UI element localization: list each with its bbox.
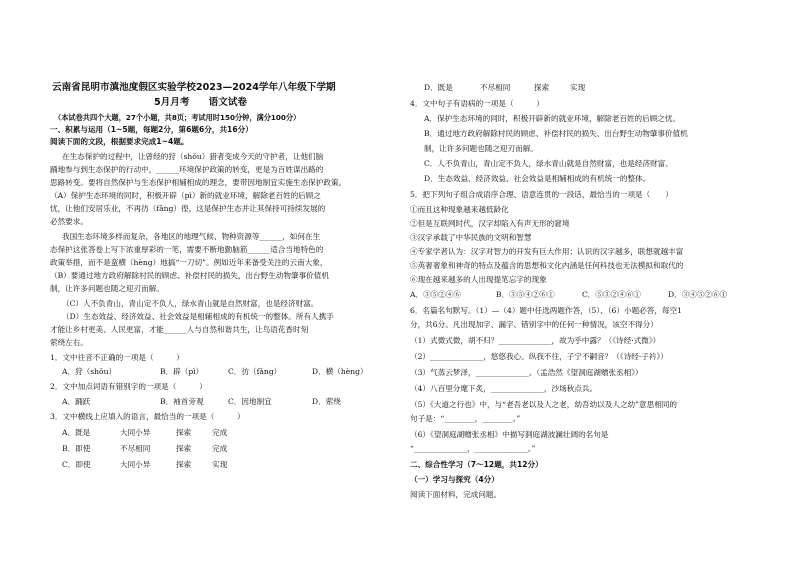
q3-option-a-word2: 大同小异 [120, 428, 151, 437]
question-1: 1．文中往音不正确的一项是（ ） [50, 353, 184, 362]
paragraph-line: 政策举措，而不是蛮横（hèng）地搞“一刀切”。例如近年来备受关注的云南大象， [50, 258, 328, 267]
section-heading-1: 一、积累与运用（1~5题，每题2分，第6题6分，共16分） [50, 125, 253, 134]
paragraph-line: 在生态保护的过程中，让曾经的狩（shǒu）猎者变成今天的守护者，让他们脑 [62, 152, 324, 161]
subsection-heading: （一）学习与探究（4分） [410, 475, 499, 484]
q3-option-b-word2: 不尽相同 [120, 444, 151, 453]
q5-item: ②但是互联网时代，汉字却陷入有声无形的窘境 [410, 219, 570, 228]
q6-item: （1）式微式微，胡不归？______________，故为乎中露？（《诗经·式微》） [410, 336, 661, 345]
q5-item: ①而且这种现象越来越低龄化 [410, 205, 509, 214]
question-4: 4．文中句子有语病的一项是（ ） [410, 99, 544, 108]
paragraph-line: （B）要通过地方政府解除村民的顾虑、补偿村民的损失，出台野生动物肇事价值机 [50, 271, 329, 280]
q1-option-b: B．辟（pì） [160, 367, 204, 376]
q4-option-c: C．人不负青山，青山定不负人，绿水青山就是自然财富，也是经济财富。 [424, 159, 673, 168]
q4-option-a: A．保护生态环境的同时，积极开辟新的就业环境，解除老百姓的后顾之忧。 [424, 114, 681, 123]
q6-item: （5）《大道之行也》中，与“老吾老以及人之老，幼吾幼以及人之幼”意思相同的 [410, 400, 677, 409]
q6-item: “______________，______________。” [410, 444, 536, 453]
q6-item: （4）八百里分麾下炙，______________，沙场秋点兵。 [410, 384, 598, 393]
q3-option-c-label: C．即使 [62, 460, 91, 469]
question-2: 2．文中加点词语有错别字的一项是（ ） [50, 382, 207, 391]
q5-option-a: A．③⑤②④⑥ [410, 290, 462, 299]
exam-title-line2: 5月月考 语文试卷 [154, 97, 248, 108]
q6-item: （6）《望洞庭湖赠张丞相》中描写洞庭湖波澜壮阔的名句是 [410, 430, 609, 439]
paragraph-line: 萦绕左右。 [50, 338, 88, 347]
paragraph-line: 忧，让他们安居乐业，不再彷（fǎng）徨，这是保护生态并让其保持可持续发展的 [50, 204, 326, 213]
paragraph-line: （A）保护生态环境的同时，积极开辟（pì）新的就业环境，解除老百姓的后顾之 [50, 191, 321, 200]
q5-item: ⑤英奢奢象和神奇的特点及蕴含的思想和文化内涵是任何科技也无法模拟和取代的 [410, 261, 684, 270]
q6-item: 句子是：“________，________。” [410, 414, 521, 423]
section-heading-2: 二、综合性学习（7～12题，共12分） [410, 460, 543, 469]
q3-option-a-label: A．既是 [62, 428, 91, 437]
q2-option-b: B．袖首旁观 [160, 397, 204, 406]
q5-item: ⑥现在越来越多的人出现提笔忘字的现象 [410, 275, 547, 284]
question-5: 5．把下列句子组合成语序合理、语意连贯的一段话，最恰当的一项是（ ） [410, 190, 674, 199]
q3-option-c-word4: 实现 [212, 460, 228, 469]
reading-instruction: 阅读下面的文段，根据要求完成1~4题。 [50, 137, 189, 146]
paragraph-line: 制，让许多问题也随之迎刃而解。 [50, 284, 164, 293]
paragraph-line: （D）生态效益、经济效益、社会效益是相辅相成的有机统一的整体。所有人携手 [62, 312, 334, 321]
q6-item: （3）气蒸云梦泽，______________。（孟浩然《望洞庭湖赠张丞相》） [410, 368, 643, 377]
question-3: 3．文中横线上应填入的语言，最恰当的一项是（ ） [50, 412, 245, 421]
paragraph-line: 思路转变。要将自然保护与生态保护相辅相成的理念，要带因地制宜实施生态保护政策。 [50, 178, 347, 187]
paragraph-line: 才能让乡村更美、人民更富，才能______人与自然和谐共生，让鸟语花香时刻 [50, 325, 309, 334]
q5-option-b: B．③⑤④②⑥① [496, 290, 555, 299]
question-6-intro: 6．名篇名句默写。（1）—（4）题中任选两题作答，（5）、（6）小题必答，每空1 [410, 306, 682, 315]
q5-option-d: D．③④⑤②⑥① [668, 290, 728, 299]
q4-option-b: B．通过地方政府解除村民的顾虑、补偿村民的损失、出台野生动物肇事价值机 [424, 129, 688, 138]
exam-notice: （本试卷共四个大题，27个小题，共8页；考试用时150分钟，满分100分） [54, 113, 301, 122]
paragraph-line: 态保护这张答卷上写下浓重厚彩的一笔，需要不断地勤脑筋______适合当地特色的 [50, 245, 324, 254]
question-6-intro: 分，共6分。凡出现加字、漏字、错别字中的任何一种情况，该空不得分） [410, 320, 658, 329]
exam-title-line1: 云南省昆明市滇池度假区实验学校2023—2024学年八年级下学期 [52, 82, 336, 93]
q2-option-d: D．萦绕 [312, 397, 341, 406]
q4-option-d: D．生态效益、经济效益、社会效益是相辅相成的有机统一的整体。 [424, 174, 651, 183]
reading-instruction-2: 阅读下面材料，完成问题。 [410, 490, 502, 499]
paragraph-line: 必然要求。 [50, 217, 88, 226]
q2-option-a: A．踊跃 [62, 397, 91, 406]
q3-option-d-word4: 实现 [570, 83, 586, 92]
q2-option-c: C．因地制宜 [228, 397, 272, 406]
q5-item: ④专家学者认为：汉字对智力的开发有巨大作用；认识的汉字越多，联想就越丰富 [410, 247, 684, 256]
q1-option-d: D．横（hèng） [312, 367, 368, 376]
q3-option-d-word2: 不尽相同 [480, 83, 511, 92]
paragraph-line: 我国生态环境多样而复杂，各地区的地理气候、物种资源等______，如何在生 [62, 232, 321, 241]
q3-option-b-word4: 完成 [212, 444, 228, 453]
q3-option-c-word3: 探索 [176, 460, 192, 469]
q4-option-b-cont: 制，让许多问题也随之迎刃而解。 [424, 144, 538, 153]
q3-option-b-word3: 探索 [176, 444, 192, 453]
q3-option-d-label: D．既是 [424, 83, 453, 92]
q6-item: （2）______________，悠悠我心。纵我不往，子宁不嗣音？（《诗经·子衿》） [410, 352, 668, 361]
q3-option-b-label: B．即使 [62, 444, 91, 453]
paragraph-line: 踊地参与到生态保护的行动中，______环境保护政策的转变，更是为百姓谋出路的 [50, 165, 324, 174]
q3-option-a-word4: 完成 [212, 428, 228, 437]
paragraph-line: （C）人不负青山，青山定不负人，绿水青山就是自然财富，也是经济财富。 [62, 299, 319, 308]
q3-option-d-word3: 探索 [534, 83, 550, 92]
q1-option-a: A．狩（shǒu） [62, 367, 117, 376]
q3-option-a-word3: 探索 [176, 428, 192, 437]
q1-option-c: C．彷（fǎng） [228, 367, 282, 376]
q5-item: ③汉字承载了中华民族的文明和智慧 [410, 233, 532, 242]
q3-option-c-word2: 大同小异 [120, 460, 151, 469]
q5-option-c: C．⑤③②④⑥① [582, 290, 641, 299]
